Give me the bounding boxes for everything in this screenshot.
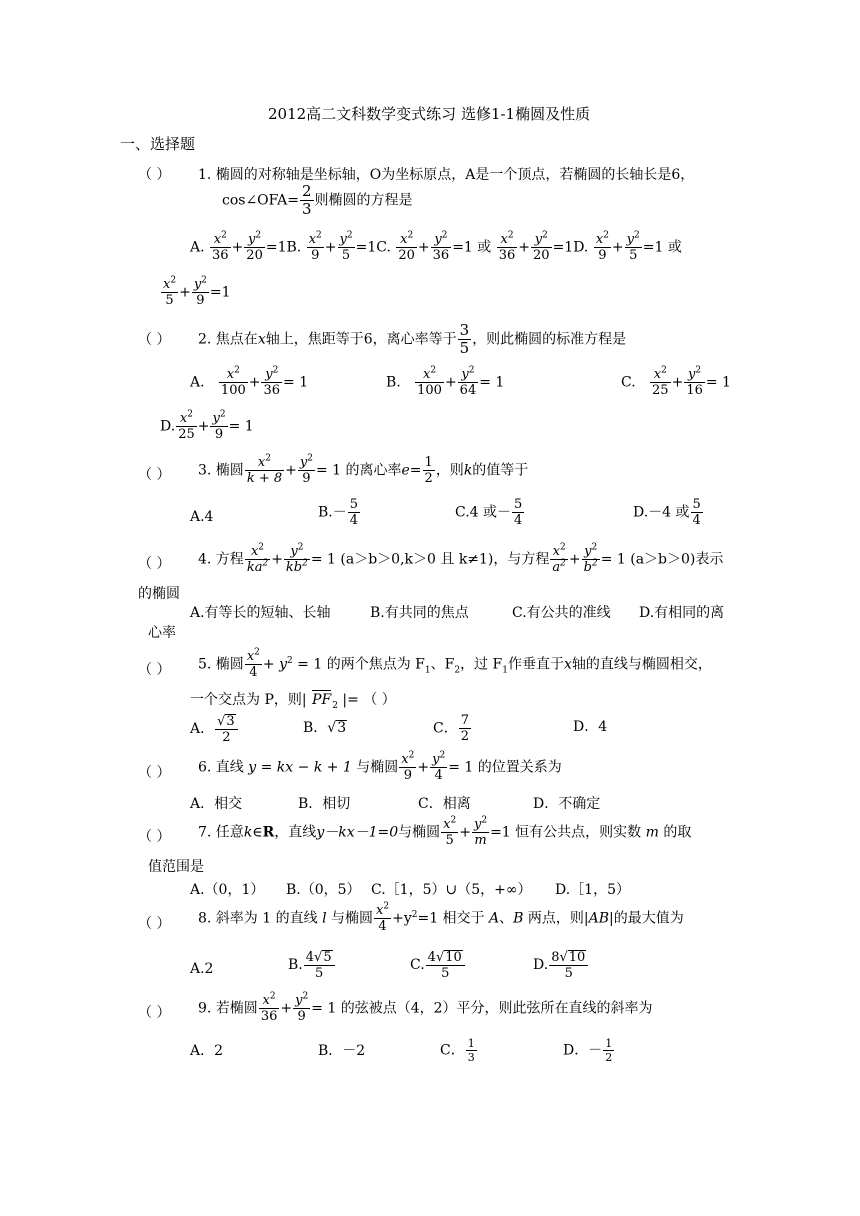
option-d: D．4 (573, 719, 608, 735)
question-stem: 6. 直线 y = kx − k + 1 与椭圆 $\frac{x^2}{9}$ + $\frac{y^2}{4}$ = 1 的位置关系为 (198, 750, 562, 783)
answer-blank: （ ） (138, 556, 171, 572)
option-a: A．相交 (190, 796, 243, 812)
question-stem: 1. 椭圆的对称轴是坐标轴，O为坐标原点，A是一个顶点，若椭圆的长轴长是6， (198, 167, 695, 183)
answer-blank: （ ） (138, 829, 171, 845)
option-b: B.有共同的焦点 (370, 605, 469, 621)
option-b: B．√3 (303, 720, 347, 736)
answer-blank: （ ） (138, 662, 171, 678)
option-c: C. $\frac{x^2}{25}$ + $\frac{y^2}{16}$ = 1 (621, 365, 731, 398)
question-stem: 5. 椭圆 $\frac{x^2}{4}$ + $y^2 = 1$ 的两个焦点为 $F_1$、$F_2$，过 $F_1$作垂直于x轴的直线与椭圆相交， (198, 647, 712, 680)
answer-blank: （ ） (138, 167, 171, 183)
option-a: A．2 (190, 1043, 224, 1059)
page-title: 2012高二文科数学变式练习 选修1-1椭圆及性质 (268, 105, 591, 123)
option-d: D.－4 或 $\frac{5}{4}$ (633, 497, 701, 528)
option-b: B.－ $\frac{5}{4}$ (318, 497, 359, 528)
answer-blank: （ ） (138, 1005, 171, 1021)
option-b: B. $\frac{x^2}{100}$ + $\frac{y^2}{64}$ = 1 (386, 365, 505, 398)
option-c: C.有公共的准线 (512, 605, 611, 621)
option-c: C．相离 (418, 796, 471, 812)
option-d: D．不确定 (533, 796, 601, 812)
option-c: C.4 或－ $\frac{5}{4}$ (455, 497, 523, 528)
option-d: D.［1，5） (555, 882, 630, 898)
option-d-wrap: $\frac{x^2}{5}$ + $\frac{y^2}{9}$ =1 (163, 275, 231, 308)
option-c: C.［1，5）∪（5，+∞） (371, 882, 532, 898)
question-stem: 2. 焦点在x轴上，焦距等于6，离心率等于 $\frac{3}{5}$ ，则此椭圆的标准方程是 (198, 321, 627, 357)
question-stem: 7. 任意k∈R，直线y－kx－1=0与椭圆 $\frac{x^2}{5}$ + $\frac{y^2}{m}$ =1 恒有公共点，则实数 m 的取 (198, 815, 692, 848)
answer-blank: （ ） (138, 467, 171, 483)
fraction: $\frac{2}{3}$ (302, 182, 312, 218)
option-a: A． $\frac{√3}{2}$ (190, 714, 239, 744)
question-stem: 8. 斜率为 1 的直线 l 与椭圆 $\frac{x^2}{4}$ $+y^2=1$ 相交于 A、B 两点，则|AB|的最大值为 (198, 901, 684, 934)
option-b: B．相切 (298, 796, 351, 812)
option-b: B.（0，5） (286, 882, 361, 898)
option-a: A. $\frac{x^2}{100}$ + $\frac{y^2}{36}$ = 1 (190, 365, 309, 398)
condition: cos∠OFA= $\frac{2}{3}$ 则椭圆的方程是 (222, 182, 413, 218)
option-d-wrap: 心率 (148, 625, 176, 641)
option-d: D.有相同的离 (639, 605, 725, 621)
option-d: D. $\frac{8√10}{5}$ (533, 950, 589, 980)
answer-blank: （ ） (138, 765, 171, 781)
stem-wrap: 的椭圆 (138, 586, 180, 602)
options-row: A. $\frac{x^2}{36}$ + $\frac{y^2}{20}$ =1B. $\frac{x^2}{9}$ + $\frac{y^2}{5}$ =1C. $\frac{x^2}{20}$ + $\frac{y^2}{36}$ =1 或 $\frac{x^2}{36}$ + $\frac{y^2}{20}$ =1D. $\frac{x^2}{9}$ + $\frac{y^2}{5}$ =1 或 (190, 230, 682, 263)
question-stem: 3. 椭圆 $\frac{x^2}{k + 8}$ + $\frac{y^2}{9}$ = 1 的离心率e= $\frac{1}{2}$ ，则k的值等于 (198, 453, 529, 486)
stem-wrap: 值范围是 (148, 859, 204, 875)
option-a: A.（0，1） (190, 882, 265, 898)
option-c: C． $\frac{1}{3}$ (440, 1037, 475, 1064)
option-b: B．－2 (318, 1043, 366, 1059)
option-a: A.2 (190, 961, 214, 977)
option-b: B. $\frac{4√5}{5}$ (288, 950, 336, 980)
question-stem: 4. 方程 $\frac{x^2}{ka^2}$ + $\frac{y^2}{kb^2}$ = 1 (a＞b＞0,k＞0 且 k≠1)，与方程 $\frac{x^2}{a^2}$ + $\frac{y^2}{b^2}$ = 1 (a＞b＞0)表示 (198, 542, 724, 575)
option-a: A.有等长的短轴、长轴 (190, 605, 331, 621)
option-d: D．－ $\frac{1}{2}$ (563, 1037, 613, 1064)
section-heading: 一、选择题 (120, 135, 196, 153)
option-c: C． $\frac{7}{2}$ (433, 713, 469, 744)
option-c: C. $\frac{4√10}{5}$ (410, 950, 466, 980)
question-stem: 9. 若椭圆 $\frac{x^2}{36}$ + $\frac{y^2}{9}$ = 1 的弦被点（4，2）平分，则此弦所在直线的斜率为 (198, 991, 653, 1024)
option-a: A.4 (190, 509, 214, 525)
answer-blank: （ ） (138, 916, 171, 932)
option-d: D. $\frac{x^2}{25}$ + $\frac{y^2}{9}$ = 1 (160, 409, 254, 442)
answer-blank: （ ） (138, 332, 171, 348)
stem-line-2: 一个交点为 P，则| $PF_2$ |= （ ） (190, 692, 396, 711)
